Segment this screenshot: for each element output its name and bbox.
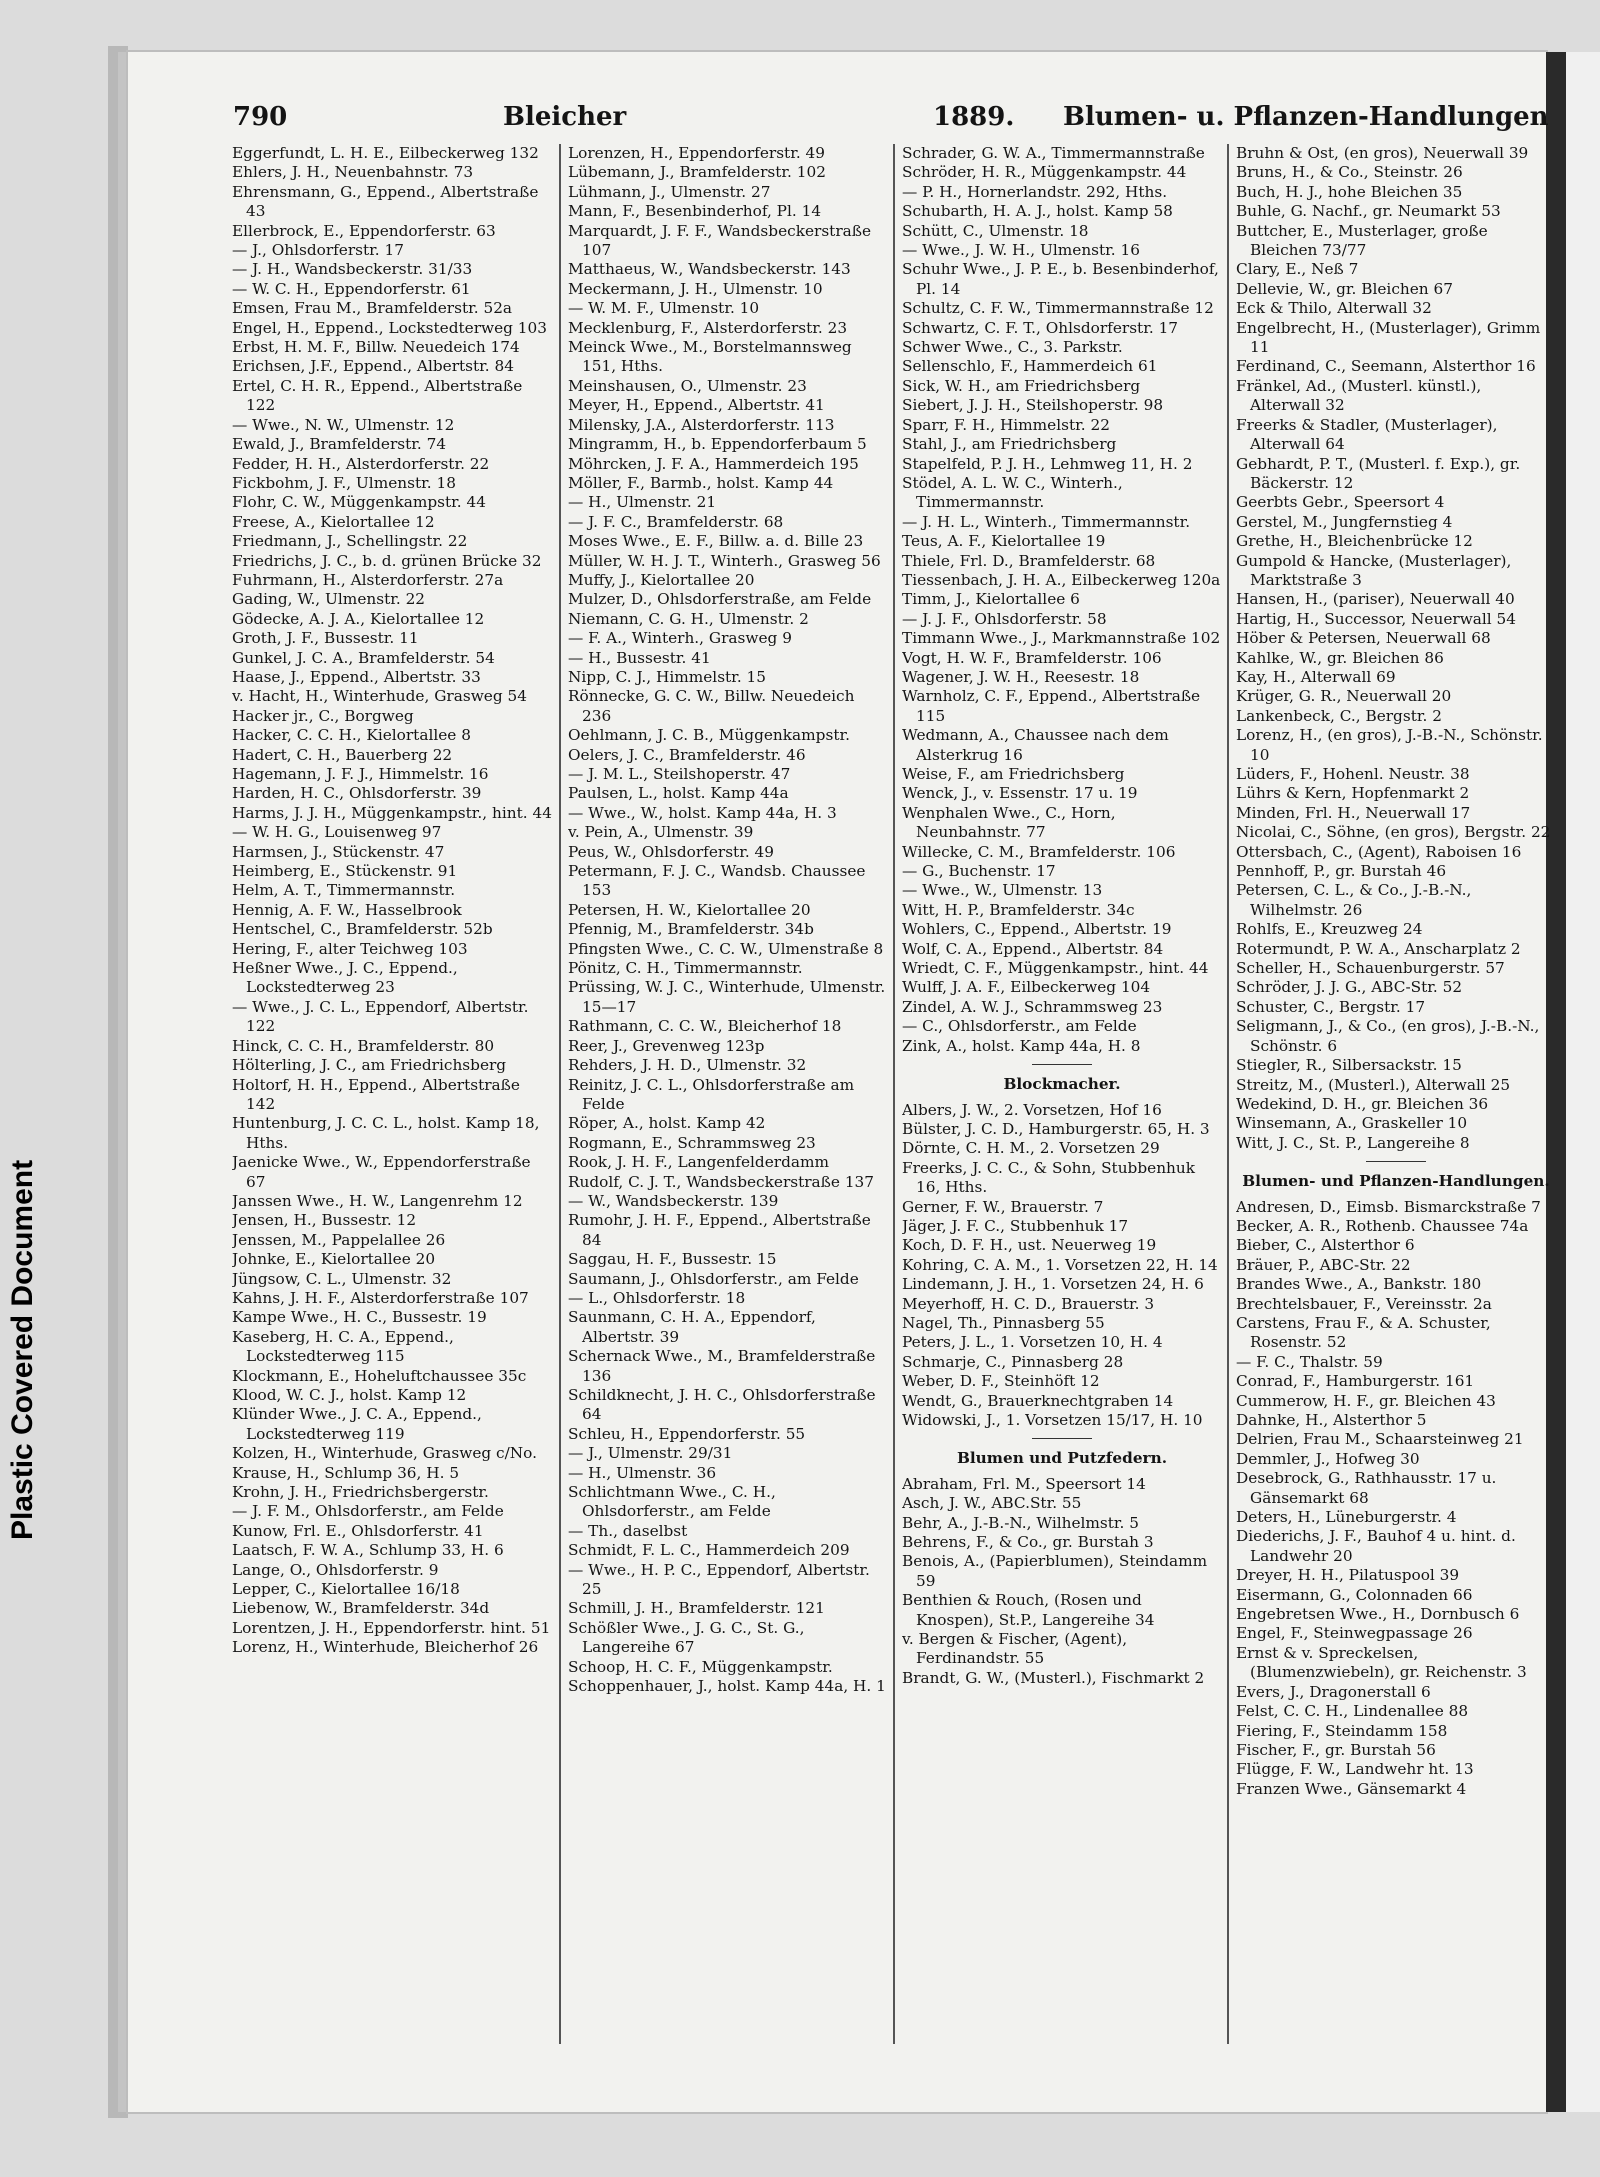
- directory-entry: Zindel, A. W. J., Schrammsweg 23: [902, 997, 1163, 1016]
- directory-entry: Rehders, J. H. D., Ulmenstr. 32: [568, 1056, 807, 1075]
- directory-entry: Weber, D. F., Steinhöft 12: [902, 1372, 1100, 1391]
- directory-entry: Stahl, J., am Friedrichsberg: [902, 435, 1117, 454]
- left-running-title: Bleicher: [503, 102, 627, 132]
- directory-entry: Eisermann, G., Colonnaden 66: [1236, 1585, 1473, 1604]
- directory-entry: Kaseberg, H. C. A., Eppend., Lockstedterweg 115: [232, 1327, 454, 1366]
- directory-entry: Schuster, C., Bergstr. 17: [1236, 997, 1426, 1016]
- directory-entry: Schröder, H. R., Müggenkampstr. 44: [902, 163, 1187, 182]
- directory-entry: Felst, C. C. H., Lindenallee 88: [1236, 1702, 1469, 1721]
- column-rule: [893, 144, 895, 2044]
- directory-entry: Gading, W., Ulmenstr. 22: [232, 590, 426, 609]
- directory-entry: Lorenzen, H., Eppendorferstr. 49: [568, 144, 826, 162]
- directory-entry: Bruns, H., & Co., Steinstr. 26: [1236, 163, 1463, 182]
- directory-entry: Schmarje, C., Pinnasberg 28: [902, 1352, 1124, 1371]
- directory-entry: Buhle, G. Nachf., gr. Neumarkt 53: [1236, 202, 1501, 221]
- directory-entry: Huntenburg, J. C. C. L., holst. Kamp 18, Hths.: [232, 1114, 540, 1152]
- directory-entry: Hansen, H., (pariser), Neuerwall 40: [1236, 590, 1515, 609]
- directory-entry: Schmill, J. H., Bramfelderstr. 121: [568, 1599, 825, 1618]
- directory-entry: Petersen, C. L., & Co., J.-B.-N., Wilhelmstr. 26: [1236, 881, 1472, 919]
- directory-entry: Ehlers, J. H., Neuenbahnstr. 73: [232, 163, 474, 182]
- directory-entry: Fischer, F., gr. Burstah 56: [1236, 1740, 1436, 1759]
- directory-entry: Sparr, F. H., Himmelstr. 22: [902, 415, 1110, 434]
- directory-entry: Friedrichs, J. C., b. d. grünen Brücke 32: [232, 551, 542, 570]
- directory-entry: Meinck Wwe., M., Borstelmannsweg 151, Hths.: [568, 338, 852, 376]
- directory-entry: Meckermann, J. H., Ulmenstr. 10: [568, 279, 823, 298]
- directory-entry: — H., Ulmenstr. 36: [568, 1463, 717, 1482]
- directory-entry: — P. H., Hornerlandstr. 292, Hths.: [902, 182, 1168, 201]
- directory-entry: Laatsch, F. W. A., Schlump 33, H. 6: [232, 1541, 504, 1560]
- section-divider: [1032, 1064, 1092, 1065]
- directory-entry: Meyer, H., Eppend., Albertstr. 41: [568, 396, 825, 415]
- directory-columns: [232, 144, 1562, 2044]
- directory-entry: Fiering, F., Steindamm 158: [1236, 1721, 1448, 1740]
- directory-entry: Kahns, J. H. F., Alsterdorferstraße 107: [232, 1288, 529, 1307]
- directory-entry: Müller, W. H. J. T., Winterh., Grasweg 56: [568, 551, 881, 570]
- directory-entry: Matthaeus, W., Wandsbeckerstr. 143: [568, 260, 851, 279]
- directory-entry: — J. M. L., Steilshoperstr. 47: [568, 765, 791, 783]
- directory-entry: Schütt, C., Ulmenstr. 18: [902, 221, 1089, 240]
- directory-entry: Teus, A. F., Kielortallee 19: [902, 532, 1106, 551]
- directory-entry: Wagener, J. W. H., Reesestr. 18: [902, 667, 1140, 686]
- directory-entry: Wriedt, C. F., Müggenkampstr., hint. 44: [902, 959, 1209, 978]
- directory-entry: Hartig, H., Successor, Neuerwall 54: [1236, 609, 1517, 628]
- directory-entry: — J. H., Wandsbeckerstr. 31/33: [232, 260, 473, 279]
- directory-entry: Jäger, J. F. C., Stubbenhuk 17: [902, 1216, 1129, 1235]
- directory-entry: Muffy, J., Kielortallee 20: [568, 570, 755, 589]
- directory-entry: Brandes Wwe., A., Bankstr. 180: [1236, 1275, 1482, 1294]
- directory-entry: Erbst, H. M. F., Billw. Neuedeich 174: [232, 338, 520, 357]
- directory-entry: Jaenicke Wwe., W., Eppendorferstraße 67: [232, 1153, 531, 1191]
- directory-entry: Wendt, G., Brauerknechtgraben 14: [902, 1391, 1174, 1410]
- directory-entry: Höber & Petersen, Neuerwall 68: [1236, 629, 1491, 648]
- directory-entry: Bieber, C., Alsterthor 6: [1236, 1236, 1415, 1255]
- directory-entry: Fedder, H. H., Alsterdorferstr. 22: [232, 454, 490, 473]
- directory-entry: Bräuer, P., ABC-Str. 22: [1236, 1255, 1411, 1274]
- directory-entry: Harms, J. J. H., Müggenkampstr., hint. 44: [232, 803, 552, 822]
- directory-entry: Siebert, J. J. H., Steilshoperstr. 98: [902, 396, 1164, 415]
- directory-entry: Petermann, F. J. C., Wandsb. Chaussee 153: [568, 862, 866, 900]
- directory-entry: Ottersbach, C., (Agent), Raboisen 16: [1236, 842, 1522, 861]
- directory-entry: Haase, J., Eppend., Albertstr. 33: [232, 667, 481, 686]
- directory-entry: Grethe, H., Bleichenbrücke 12: [1236, 532, 1473, 551]
- directory-entry: — J. H. L., Winterh., Timmermannstr.: [902, 512, 1191, 531]
- directory-entry: Bruhn & Ost, (en gros), Neuerwall 39: [1236, 144, 1529, 162]
- directory-entry: Buttcher, E., Musterlager, große Bleichen 73/77: [1236, 221, 1488, 260]
- directory-entry: Janssen Wwe., H. W., Langenrehm 12: [232, 1191, 523, 1210]
- directory-entry: Möller, F., Barmb., holst. Kamp 44: [568, 473, 834, 492]
- directory-entry: Schuhr Wwe., J. P. E., b. Besenbinderhof, Pl. 14: [902, 260, 1219, 298]
- directory-entry: Schildknecht, J. H. C., Ohlsdorferstraße 64: [568, 1386, 876, 1424]
- section-heading: Blumen und Putzfedern.: [956, 1449, 1168, 1468]
- directory-entry: Diederichs, J. F., Bauhof 4 u. hint. d. Landwehr 20: [1236, 1527, 1516, 1565]
- side-label: Plastic Covered Document: [6, 1159, 39, 1540]
- directory-entry: Nagel, Th., Pinnasberg 55: [902, 1313, 1105, 1332]
- directory-entry: Schoop, H. C. F., Müggenkampstr.: [568, 1657, 833, 1676]
- directory-entry: Engel, F., Steinwegpassage 26: [1236, 1624, 1473, 1643]
- directory-entry: Schröder, J. J. G., ABC-Str. 52: [1236, 978, 1463, 997]
- directory-entry: Niemann, C. G. H., Ulmenstr. 2: [568, 609, 809, 628]
- directory-entry: Conrad, F., Hamburgerstr. 161: [1236, 1372, 1475, 1391]
- directory-entry: Asch, J. W., ABC.Str. 55: [902, 1494, 1082, 1513]
- directory-entry: Gerstel, M., Jungfernstieg 4: [1236, 512, 1453, 531]
- directory-entry: Pfennig, M., Bramfelderstr. 34b: [568, 920, 814, 939]
- year: 1889.: [933, 102, 1015, 132]
- directory-entry: Klockmann, E., Hoheluftchaussee 35c: [232, 1366, 527, 1385]
- directory-entry: Minden, Frl. H., Neuerwall 17: [1236, 803, 1471, 822]
- column-rule: [559, 144, 561, 2044]
- directory-entry: Brechtelsbauer, F., Vereinsstr. 2a: [1236, 1294, 1492, 1313]
- directory-entry: Erichsen, J.F., Eppend., Albertstr. 84: [232, 357, 514, 376]
- directory-entry: v. Pein, A., Ulmenstr. 39: [568, 823, 754, 842]
- directory-entry: Möhrcken, J. F. A., Hammerdeich 195: [568, 454, 859, 473]
- directory-entry: Freerks, J. C. C., & Sohn, Stubbenhuk 16, Hths.: [902, 1158, 1196, 1197]
- directory-entry: — Wwe., N. W., Ulmenstr. 12: [232, 415, 455, 434]
- directory-entry: Vogt, H. W. F., Bramfelderstr. 106: [902, 648, 1162, 667]
- directory-entry: — Wwe., H. P. C., Eppendorf, Albertstr. 25: [568, 1560, 870, 1599]
- directory-entry: Becker, A. R., Rothenb. Chaussee 74a: [1236, 1216, 1529, 1235]
- directory-entry: — C., Ohlsdorferstr., am Felde: [902, 1017, 1137, 1036]
- directory-entry: Heßner Wwe., J. C., Eppend., Lockstedterweg 23: [232, 959, 458, 997]
- directory-entry: Mulzer, D., Ohlsdorferstraße, am Felde: [568, 590, 872, 609]
- directory-entry: Reer, J., Grevenweg 123p: [568, 1036, 765, 1055]
- directory-entry: Klünder Wwe., J. C. A., Eppend., Lockstedterweg 119: [232, 1405, 482, 1443]
- directory-entry: Desebrock, G., Rathhausstr. 17 u. Gänsemarkt 68: [1236, 1469, 1497, 1507]
- directory-entry: Schultz, C. F. W., Timmermannstraße 12: [902, 299, 1214, 318]
- directory-entry: Harmsen, J., Stückenstr. 47: [232, 842, 445, 861]
- directory-entry: Wohlers, C., Eppend., Albertstr. 19: [902, 920, 1172, 939]
- directory-entry: Gebhardt, P. T., (Musterl. f. Exp.), gr. Bäckerstr. 12: [1236, 454, 1521, 492]
- directory-entry: Delrien, Frau M., Schaarsteinweg 21: [1236, 1430, 1524, 1449]
- directory-entry: Röper, A., holst. Kamp 42: [568, 1114, 766, 1133]
- right-running-title: Blumen- u. Pflanzen-Handlungen: [1063, 102, 1549, 132]
- directory-entry: — W. C. H., Eppendorferstr. 61: [232, 279, 471, 298]
- directory-entry: Schlichtmann Wwe., C. H., Ohlsdorferstr., am Felde: [568, 1483, 776, 1521]
- directory-entry: Rudolf, C. J. T., Wandsbeckerstraße 137: [568, 1172, 875, 1191]
- directory-entry: Marquardt, J. F. F., Wandsbeckerstraße 107: [568, 221, 872, 260]
- directory-entry: Hadert, C. H., Bauerberg 22: [232, 745, 453, 764]
- directory-entry: Kunow, Frl. E., Ohlsdorferstr. 41: [232, 1521, 484, 1540]
- column-3: [902, 144, 1222, 2044]
- directory-entry: Schubarth, H. A. J., holst. Kamp 58: [902, 202, 1173, 221]
- directory-entry: Dreyer, H. H., Pilatuspool 39: [1236, 1566, 1460, 1585]
- directory-entry: Gödecke, A. J. A., Kielortallee 12: [232, 609, 485, 628]
- directory-entry: Scheller, H., Schauenburgerstr. 57: [1236, 959, 1505, 978]
- directory-entry: Wedmann, A., Chaussee nach dem Alsterkrug 16: [902, 726, 1169, 764]
- directory-entry: Groth, J. F., Bussestr. 11: [232, 629, 419, 648]
- directory-entry: Saunmann, C. H. A., Eppendorf, Albertstr. 39: [568, 1308, 816, 1346]
- directory-entry: Wenphalen Wwe., C., Horn, Neunbahnstr. 77: [902, 803, 1116, 842]
- column-1: [232, 144, 552, 2044]
- directory-entry: Oehlmann, J. C. B., Müggenkampstr.: [568, 726, 850, 745]
- directory-entry: Hagemann, J. F. J., Himmelstr. 16: [232, 765, 489, 783]
- directory-entry: Wedekind, D. H., gr. Bleichen 36: [1236, 1094, 1489, 1113]
- directory-entry: Benois, A., (Papierblumen), Steindamm 59: [902, 1552, 1208, 1590]
- directory-entry: Timm, J., Kielortallee 6: [902, 590, 1080, 609]
- directory-entry: Warnholz, C. F., Eppend., Albertstraße 115: [902, 687, 1201, 725]
- directory-entry: Widowski, J., 1. Vorsetzen 15/17, H. 10: [902, 1411, 1203, 1429]
- directory-entry: Freerks & Stadler, (Musterlager), Alterwall 64: [1236, 415, 1498, 454]
- directory-entry: Koch, D. F. H., ust. Neuerweg 19: [902, 1236, 1157, 1255]
- directory-entry: Behr, A., J.-B.-N., Wilhelmstr. 5: [902, 1513, 1140, 1532]
- directory-entry: — F. A., Winterh., Grasweg 9: [568, 629, 792, 648]
- directory-entry: Lorenz, H., Winterhude, Bleicherhof 26: [232, 1638, 539, 1657]
- section-heading: Blockmacher.: [1003, 1075, 1121, 1094]
- section-divider: [1366, 1161, 1426, 1162]
- directory-entry: Lepper, C., Kielortallee 16/18: [232, 1580, 460, 1599]
- directory-entry: Brandt, G. W., (Musterl.), Fischmarkt 2: [902, 1668, 1205, 1687]
- directory-entry: Zink, A., holst. Kamp 44a, H. 8: [902, 1036, 1141, 1055]
- directory-entry: Buch, H. J., hohe Bleichen 35: [1236, 182, 1463, 201]
- directory-entry: Willecke, C. M., Bramfelderstr. 106: [902, 842, 1176, 861]
- column-4: [1236, 144, 1556, 2044]
- directory-entry: Ferdinand, C., Seemann, Alsterthor 16: [1236, 357, 1536, 376]
- directory-entry: — J., Ohlsdorferstr. 17: [232, 241, 404, 260]
- directory-entry: — H., Bussestr. 41: [568, 648, 711, 667]
- directory-entry: Rogmann, E., Schrammsweg 23: [568, 1133, 816, 1152]
- directory-entry: Abraham, Frl. M., Speersort 14: [902, 1474, 1146, 1493]
- directory-entry: Lange, O., Ohlsdorferstr. 9: [232, 1560, 439, 1579]
- directory-entry: Pönitz, C. H., Timmermannstr.: [568, 959, 803, 978]
- directory-entry: Flohr, C. W., Müggenkampstr. 44: [232, 493, 486, 512]
- directory-entry: Johnke, E., Kielortallee 20: [232, 1250, 436, 1269]
- directory-entry: Peters, J. L., 1. Vorsetzen 10, H. 4: [902, 1333, 1163, 1352]
- directory-entry: — Wwe., W., Ulmenstr. 13: [902, 881, 1103, 900]
- directory-entry: — G., Buchenstr. 17: [902, 862, 1056, 881]
- directory-entry: Schleu, H., Eppendorferstr. 55: [568, 1424, 806, 1443]
- page-number: 790: [233, 102, 288, 132]
- directory-entry: — J., Ulmenstr. 29/31: [568, 1444, 733, 1463]
- directory-entry: Oelers, J. C., Bramfelderstr. 46: [568, 745, 806, 764]
- directory-entry: Freese, A., Kielortallee 12: [232, 512, 435, 531]
- directory-entry: Schwartz, C. F. T., Ohlsdorferstr. 17: [902, 318, 1179, 337]
- directory-entry: Jensen, H., Bussestr. 12: [232, 1211, 417, 1230]
- directory-entry: Moses Wwe., E. F., Billw. a. d. Bille 23: [568, 532, 864, 551]
- directory-entry: Gumpold & Hancke, (Musterlager), Marktstraße 3: [1236, 551, 1512, 589]
- directory-entry: Reinitz, J. C. L., Ohlsdorferstraße am Felde: [568, 1075, 855, 1113]
- directory-entry: Timmann Wwe., J., Markmannstraße 102: [902, 629, 1221, 648]
- directory-entry: Lorenz, H., (en gros), J.-B.-N., Schönstr. 10: [1236, 726, 1543, 764]
- directory-entry: Hacker jr., C., Borgweg: [232, 706, 414, 725]
- directory-entry: Hacker, C. C. H., Kielortallee 8: [232, 726, 471, 745]
- directory-entry: Benthien & Rouch, (Rosen und Knospen), St.P., Langereihe 34: [902, 1591, 1155, 1629]
- directory-entry: Rotermundt, P. W. A., Anscharplatz 2: [1236, 939, 1521, 958]
- directory-entry: Clary, E., Neß 7: [1236, 260, 1359, 279]
- directory-entry: Eck & Thilo, Alterwall 32: [1236, 299, 1432, 318]
- directory-entry: Dahnke, H., Alsterthor 5: [1236, 1411, 1427, 1429]
- directory-entry: Engel, H., Eppend., Lockstedterweg 103: [232, 318, 547, 337]
- directory-entry: Engelbrecht, H., (Musterlager), Grimm 11: [1236, 318, 1541, 357]
- directory-entry: Heimberg, E., Stückenstr. 91: [232, 862, 458, 881]
- directory-entry: Gunkel, J. C. A., Bramfelderstr. 54: [232, 648, 495, 667]
- directory-entry: Dörnte, C. H. M., 2. Vorsetzen 29: [902, 1139, 1160, 1158]
- directory-entry: Evers, J., Dragonerstall 6: [1236, 1682, 1431, 1701]
- directory-entry: Wenck, J., v. Essenstr. 17 u. 19: [902, 784, 1138, 803]
- directory-entry: Rönnecke, G. C. W., Billw. Neuedeich 236: [568, 687, 855, 725]
- column-rule: [1227, 144, 1229, 2044]
- directory-entry: Thiele, Frl. D., Bramfelderstr. 68: [902, 551, 1156, 570]
- directory-entry: — Wwe., J. W. H., Ulmenstr. 16: [902, 241, 1140, 260]
- directory-entry: Kolzen, H., Winterhude, Grasweg c/No.: [232, 1444, 537, 1463]
- column-2: [568, 144, 888, 2044]
- directory-entry: Demmler, J., Hofweg 30: [1236, 1449, 1420, 1468]
- directory-entry: Lorentzen, J. H., Eppendorferstr. hint. 51: [232, 1618, 551, 1637]
- directory-entry: — F. C., Thalstr. 59: [1236, 1352, 1383, 1371]
- directory-entry: Hennig, A. F. W., Hasselbrook: [232, 900, 462, 919]
- directory-entry: Ernst & v. Spreckelsen, (Blumenzwiebeln), gr. Reichenstr. 3: [1236, 1643, 1527, 1682]
- directory-entry: Saumann, J., Ohlsdorferstr., am Felde: [568, 1269, 859, 1288]
- directory-entry: Schwer Wwe., C., 3. Parkstr.: [902, 338, 1123, 357]
- directory-entry: Franzen Wwe., Gänsemarkt 4: [1236, 1779, 1467, 1798]
- directory-entry: — Wwe., W., holst. Kamp 44a, H. 3: [568, 803, 837, 822]
- directory-entry: Rook, J. H. F., Langenfelderdamm: [568, 1153, 829, 1172]
- directory-entry: Winsemann, A., Graskeller 10: [1236, 1114, 1468, 1133]
- directory-entry: Kay, H., Alterwall 69: [1236, 667, 1396, 686]
- directory-entry: Sick, W. H., am Friedrichsberg: [902, 376, 1141, 395]
- directory-entry: Witt, H. P., Bramfelderstr. 34c: [902, 900, 1135, 919]
- directory-entry: Hinck, C. C. H., Bramfelderstr. 80: [232, 1036, 495, 1055]
- directory-entry: — W. M. F., Ulmenstr. 10: [568, 299, 760, 318]
- directory-entry: Fränkel, Ad., (Musterl. künstl.), Alterwall 32: [1236, 376, 1482, 415]
- directory-entry: Seligmann, J., & Co., (en gros), J.-B.-N., Schönstr. 6: [1236, 1017, 1540, 1055]
- directory-entry: Krohn, J. H., Friedrichsbergerstr.: [232, 1483, 489, 1502]
- directory-entry: Kampe Wwe., H. C., Bussestr. 19: [232, 1308, 487, 1327]
- directory-entry: Sellenschlo, F., Hammerdeich 61: [902, 357, 1158, 376]
- directory-entry: Lührs & Kern, Hopfenmarkt 2: [1236, 784, 1470, 803]
- directory-entry: Saggau, H. F., Bussestr. 15: [568, 1250, 777, 1269]
- directory-entry: Engebretsen Wwe., H., Dornbusch 6: [1236, 1605, 1520, 1624]
- directory-entry: Schmidt, F. L. C., Hammerdeich 209: [568, 1541, 850, 1560]
- directory-entry: Behrens, F., & Co., gr. Burstah 3: [902, 1533, 1154, 1552]
- directory-entry: — Th., daselbst: [568, 1521, 688, 1540]
- directory-entry: Holtorf, H. H., Eppend., Albertstraße 142: [232, 1075, 520, 1113]
- directory-entry: — J. F. M., Ohlsdorferstr., am Felde: [232, 1502, 504, 1521]
- directory-entry: Jüngsow, C. L., Ulmenstr. 32: [232, 1269, 452, 1288]
- directory-entry: Harden, H. C., Ohlsdorferstr. 39: [232, 784, 482, 803]
- directory-entry: Eggerfundt, L. H. E., Eilbeckerweg 132: [232, 144, 539, 162]
- section-heading: Blumen- und Pflanzen-Handlungen.: [1242, 1172, 1550, 1191]
- directory-entry: Jenssen, M., Pappelallee 26: [232, 1230, 446, 1249]
- directory-entry: Friedmann, J., Schellingstr. 22: [232, 532, 468, 551]
- directory-entry: Lankenbeck, C., Bergstr. 2: [1236, 706, 1442, 725]
- directory-entry: Lübemann, J., Bramfelderstr. 102: [568, 163, 826, 182]
- directory-entry: Meinshausen, O., Ulmenstr. 23: [568, 376, 807, 395]
- directory-entry: Schernack Wwe., M., Bramfelderstraße 136: [568, 1347, 876, 1385]
- directory-entry: Emsen, Frau M., Bramfelderstr. 52a: [232, 299, 513, 318]
- directory-entry: Ewald, J., Bramfelderstr. 74: [232, 435, 447, 454]
- directory-entry: Stapelfeld, P. J. H., Lehmweg 11, H. 2: [902, 454, 1193, 473]
- directory-entry: v. Bergen & Fischer, (Agent), Ferdinandstr. 55: [902, 1630, 1128, 1668]
- directory-entry: Geerbts Gebr., Speersort 4: [1236, 493, 1445, 512]
- directory-entry: Meyerhoff, H. C. D., Brauerstr. 3: [902, 1294, 1155, 1313]
- directory-entry: Peus, W., Ohlsdorferstr. 49: [568, 842, 775, 861]
- facing-page-edge: [1566, 52, 1600, 2112]
- directory-entry: Wolf, C. A., Eppend., Albertstr. 84: [902, 939, 1164, 958]
- directory-entry: Lindemann, J. H., 1. Vorsetzen 24, H. 6: [902, 1275, 1204, 1294]
- directory-entry: Schoppenhauer, J., holst. Kamp 44a, H. 1: [568, 1677, 886, 1696]
- directory-entry: Cummerow, H. F., gr. Bleichen 43: [1236, 1391, 1496, 1410]
- directory-entry: Stiegler, R., Silbersackstr. 15: [1236, 1056, 1462, 1075]
- directory-entry: Pfingsten Wwe., C. C. W., Ulmenstraße 8: [568, 939, 884, 958]
- directory-entry: — W., Wandsbeckerstr. 139: [568, 1191, 779, 1210]
- directory-entry: Wulff, J. A. F., Eilbeckerweg 104: [902, 978, 1151, 997]
- directory-entry: Carstens, Frau F., & A. Schuster, Rosenstr. 52: [1236, 1313, 1491, 1352]
- directory-entry: Lühmann, J., Ulmenstr. 27: [568, 182, 771, 201]
- directory-entry: Paulsen, L., holst. Kamp 44a: [568, 784, 789, 803]
- directory-entry: Ellerbrock, E., Eppendorferstr. 63: [232, 221, 496, 240]
- directory-entry: Mecklenburg, F., Alsterdorferstr. 23: [568, 318, 848, 337]
- directory-entry: Albers, J. W., 2. Vorsetzen, Hof 16: [902, 1100, 1162, 1119]
- directory-entry: — L., Ohlsdorferstr. 18: [568, 1288, 746, 1307]
- directory-entry: Nicolai, C., Söhne, (en gros), Bergstr. 22: [1236, 823, 1551, 842]
- directory-entry: Gerner, F. W., Brauerstr. 7: [902, 1197, 1104, 1216]
- directory-entry: Petersen, H. W., Kielortallee 20: [568, 900, 811, 919]
- directory-entry: Milensky, J.A., Alsterdorferstr. 113: [568, 415, 835, 434]
- directory-entry: — H., Ulmenstr. 21: [568, 493, 717, 512]
- directory-entry: Bülster, J. C. D., Hamburgerstr. 65, H. 3: [902, 1119, 1210, 1138]
- directory-entry: Flügge, F. W., Landwehr ht. 13: [1236, 1760, 1474, 1779]
- directory-entry: — J. F. C., Bramfelderstr. 68: [568, 512, 784, 531]
- directory-entry: Schößler Wwe., J. G. C., St. G., Langereihe 67: [568, 1618, 805, 1657]
- page-edge: [108, 46, 128, 2118]
- directory-entry: Rathmann, C. C. W., Bleicherhof 18: [568, 1017, 842, 1036]
- directory-entry: Pennhoff, P., gr. Burstah 46: [1236, 862, 1447, 881]
- directory-entry: Andresen, D., Eimsb. Bismarckstraße 7: [1236, 1197, 1541, 1216]
- directory-entry: Witt, J. C., St. P., Langereihe 8: [1236, 1133, 1470, 1152]
- directory-entry: v. Hacht, H., Winterhude, Grasweg 54: [232, 687, 527, 706]
- directory-entry: Krause, H., Schlump 36, H. 5: [232, 1463, 460, 1482]
- directory-entry: — Wwe., J. C. L., Eppendorf, Albertstr. 122: [232, 997, 529, 1036]
- directory-entry: Schrader, G. W. A., Timmermannstraße: [902, 144, 1205, 162]
- directory-entry: — W. H. G., Louisenweg 97: [232, 823, 442, 842]
- directory-entry: Deters, H., Lüneburgerstr. 4: [1236, 1508, 1457, 1527]
- directory-entry: Mingramm, H., b. Eppendorferbaum 5: [568, 435, 867, 454]
- page-header: [233, 102, 1553, 142]
- directory-entry: Helm, A. T., Timmermannstr.: [232, 881, 456, 900]
- directory-entry: Fuhrmann, H., Alsterdorferstr. 27a: [232, 570, 504, 589]
- directory-entry: Mann, F., Besenbinderhof, Pl. 14: [568, 202, 822, 221]
- directory-entry: Kohring, C. A. M., 1. Vorsetzen 22, H. 14: [902, 1255, 1218, 1274]
- directory-entry: Weise, F., am Friedrichsberg: [902, 765, 1125, 783]
- directory-entry: Hentschel, C., Bramfelderstr. 52b: [232, 920, 493, 939]
- directory-entry: Kahlke, W., gr. Bleichen 86: [1236, 648, 1444, 667]
- directory-entry: Dellevie, W., gr. Bleichen 67: [1236, 279, 1453, 298]
- directory-entry: Stödel, A. L. W. C., Winterh., Timmermannstr.: [902, 473, 1123, 512]
- directory-entry: Hölterling, J. C., am Friedrichsberg: [232, 1056, 507, 1075]
- directory-entry: Prüssing, W. J. C., Winterhude, Ulmenstr. 15—17: [568, 978, 886, 1016]
- directory-entry: Krüger, G. R., Neuerwall 20: [1236, 687, 1452, 706]
- directory-entry: Klood, W. C. J., holst. Kamp 12: [232, 1386, 467, 1404]
- directory-entry: Ehrensmann, G., Eppend., Albertstraße 43: [232, 182, 539, 221]
- section-divider: [1032, 1438, 1092, 1439]
- directory-entry: Liebenow, W., Bramfelderstr. 34d: [232, 1599, 490, 1618]
- directory-entry: Nipp, C. J., Himmelstr. 15: [568, 667, 767, 686]
- directory-entry: Lüders, F., Hohenl. Neustr. 38: [1236, 765, 1470, 783]
- directory-entry: Tiessenbach, J. H. A., Eilbeckerweg 120a: [902, 570, 1221, 589]
- directory-entry: Fickbohm, J. F., Ulmenstr. 18: [232, 473, 456, 492]
- directory-entry: Rohlfs, E., Kreuzweg 24: [1236, 920, 1423, 939]
- directory-entry: Hering, F., alter Teichweg 103: [232, 939, 468, 958]
- directory-entry: Streitz, M., (Musterl.), Alterwall 25: [1236, 1075, 1511, 1094]
- directory-entry: — J. J. F., Ohlsdorferstr. 58: [902, 609, 1107, 628]
- directory-entry: Rumohr, J. H. F., Eppend., Albertstraße 84: [568, 1211, 871, 1249]
- directory-entry: Ertel, C. H. R., Eppend., Albertstraße 122: [232, 376, 523, 415]
